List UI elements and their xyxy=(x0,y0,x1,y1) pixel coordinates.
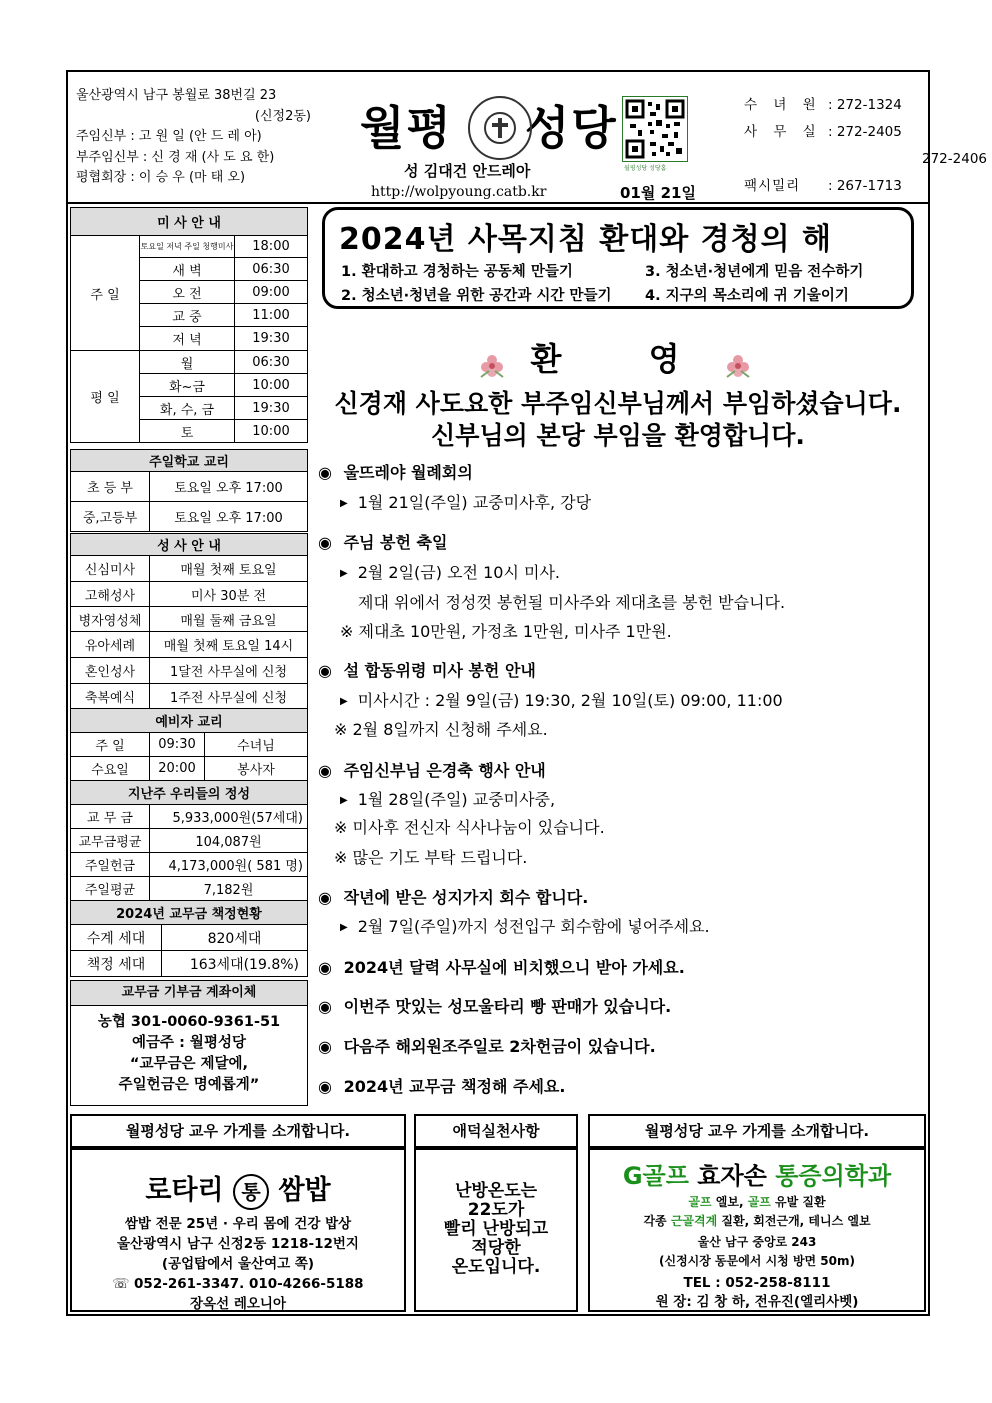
contact-value: 272-2406 xyxy=(922,151,987,167)
transfer-holder: 예금주 : 월평성당 xyxy=(132,1035,246,1051)
flower-icon xyxy=(723,351,753,381)
dues-name: 책정 세대 xyxy=(71,951,162,977)
address-line2: (신정2동) xyxy=(254,108,311,124)
sacrament-value: 매월 첫째 토요일 xyxy=(150,556,308,582)
welcome-word: 환 영 xyxy=(530,340,718,378)
notice-marker-icon: ◉ xyxy=(318,761,332,780)
theme-goal: 1. 환대하고 경청하는 공동체 만들기 xyxy=(341,264,573,280)
mass-time: 19:30 xyxy=(235,397,308,420)
notice-line: ※ 많은 기도 부탁 드립니다. xyxy=(334,848,528,867)
transfer-quote2: 주일헌금은 명예롭게” xyxy=(118,1077,260,1093)
mass-time: 10:00 xyxy=(235,374,308,397)
triangle-icon: ▶ xyxy=(340,696,348,707)
church-url[interactable]: http://wolpyoung.catb.kr xyxy=(371,184,547,200)
notice-line: ※ 미사후 전신자 식사나눔이 있습니다. xyxy=(334,818,605,837)
mass-time: 10:00 xyxy=(235,420,308,443)
sacrament-name: 신심미사 xyxy=(71,556,150,582)
charity-line: 적당한 xyxy=(471,1238,521,1258)
welcome-heading xyxy=(330,334,900,381)
catechumen-time: 09:30 xyxy=(150,733,205,757)
sunday-school-table xyxy=(70,449,308,532)
sunday-school-title: 주일학교 교리 xyxy=(71,450,308,472)
qr-code-icon[interactable] xyxy=(622,96,688,162)
mass-time: 06:30 xyxy=(235,258,308,281)
clinic-line: 원 장: 김 창 하, 전유진(엘리사벳) xyxy=(655,1294,859,1310)
catechumen-table xyxy=(70,708,308,781)
title-right: 성당 xyxy=(524,101,618,155)
offering-value: 104,087원 xyxy=(150,829,308,853)
charity-box xyxy=(414,1148,578,1312)
sacraments-table xyxy=(70,533,308,710)
mass-name: 화, 수, 금 xyxy=(140,397,235,420)
mass-time: 18:00 xyxy=(235,236,308,258)
dues-status-table xyxy=(70,900,308,977)
contact-value: : 272-1324 xyxy=(828,97,902,113)
mass-title: 미 사 안 내 xyxy=(71,208,308,236)
clinic-line: TEL : 052-258-8111 xyxy=(683,1275,831,1291)
sacrament-name: 축복예식 xyxy=(71,684,150,710)
offering-value: 7,182원 xyxy=(150,877,308,901)
theme-goal: 3. 청소년·청년에게 믿음 전수하기 xyxy=(645,264,864,280)
pastor: 주임신부 : 고 원 일 (안 드 레 아) xyxy=(76,129,262,144)
qr-caption: 월평성당 성당홈 xyxy=(624,165,667,172)
notice-title: ◉ 주님 봉헌 축일 xyxy=(318,533,448,552)
mass-name: 교 중 xyxy=(140,304,235,327)
notice-line: 제대 위에서 정성껏 봉헌될 미사주와 제대초를 봉헌 받습니다. xyxy=(358,593,786,612)
sacrament-value: 1주전 사무실에 신청 xyxy=(150,684,308,710)
notice-marker-icon: ◉ xyxy=(318,463,332,482)
notice-line: ▶ 2월 2일(금) 오전 10시 미사. xyxy=(340,563,560,582)
mass-time: 09:00 xyxy=(235,281,308,304)
mass-name: 월 xyxy=(140,351,235,374)
welcome-line1: 신경재 사도요한 부주임신부님께서 부임하셨습니다. xyxy=(334,389,902,418)
shop-line: 쌈밥 전문 25년 · 우리 몸에 건강 밥상 xyxy=(124,1215,352,1232)
flower-icon xyxy=(477,351,507,381)
catechumen-day: 주 일 xyxy=(71,733,150,757)
transfer-account: 농협 301-0060-9361-51 xyxy=(97,1014,281,1030)
assistant-pastor: 부주임신부 : 신 경 재 (사 도 요 한) xyxy=(76,149,275,165)
notice-title: ◉ 2024년 교무금 책정해 주세요. xyxy=(318,1077,566,1096)
notice-marker-icon: ◉ xyxy=(318,1077,332,1096)
church-patron: 성 김대건 안드레아 xyxy=(404,162,531,180)
triangle-icon: ▶ xyxy=(340,498,348,509)
theme-title: 2024년 사목지침 환대와 경청의 해 xyxy=(339,222,833,257)
shop-line: 울산광역시 남구 신정2동 1218-12번지 xyxy=(117,1235,359,1252)
left-shop-header: 월평성당 교우 가게를 소개합니다. xyxy=(70,1114,406,1148)
clinic-line: (신정시장 동문에서 시청 방면 50m) xyxy=(659,1254,855,1268)
notice-title: ◉ 이번주 맛있는 성모울타리 빵 판매가 있습니다. xyxy=(318,997,672,1016)
sacrament-name: 유아세례 xyxy=(71,632,150,658)
transfer-quote1: “교무금은 제달에, xyxy=(129,1056,249,1072)
offering-name: 주일헌금 xyxy=(71,853,150,877)
title-left: 월평 xyxy=(360,101,453,155)
shop-name: 로타리 통 쌈밥 xyxy=(72,1168,404,1210)
catechumen-day: 수요일 xyxy=(71,757,150,781)
offering-name: 교 무 금 xyxy=(71,805,150,829)
sacrament-value: 1달전 사무실에 신청 xyxy=(150,658,308,684)
sunday-label: 주 일 xyxy=(71,236,140,351)
mass-name: 저 녁 xyxy=(140,327,235,351)
catechumen-title: 예비자 교리 xyxy=(71,709,308,733)
bulletin-date: 01월 21일 xyxy=(620,184,696,202)
header-divider xyxy=(66,202,930,204)
offering-name: 교무금평균 xyxy=(71,829,150,853)
church-seal-icon xyxy=(468,96,532,160)
sacrament-name: 혼인성사 xyxy=(71,658,150,684)
dues-value: 820세대 xyxy=(162,925,308,951)
clinic-line: 각종 근골격계 질환, 회전근개, 테니스 엘보 xyxy=(643,1214,871,1228)
contact-value: : 267-1713 xyxy=(828,178,902,194)
tong-circle: 통 xyxy=(233,1174,269,1210)
charity-line: 빨리 난방되고 xyxy=(443,1219,549,1239)
theme-goal: 4. 지구의 목소리에 귀 기울이기 xyxy=(645,288,849,304)
sacrament-value: 미사 30분 전 xyxy=(150,582,308,607)
charity-line: 온도입니다. xyxy=(451,1257,541,1277)
contact-label: 사 무 실 xyxy=(744,124,822,140)
mass-name: 새 벽 xyxy=(140,258,235,281)
shop-line: ☏ 052-261-3347. 010-4266-5188 xyxy=(112,1275,364,1292)
charity-line: 22도가 xyxy=(467,1200,525,1220)
notice-line: ▶ 1월 28일(주일) 교중미사중, xyxy=(340,790,556,809)
notice-line: ※ 제대초 10만원, 가정초 1만원, 미사주 1만원. xyxy=(340,622,672,641)
address-line1: 울산광역시 남구 봉월로 38번길 23 xyxy=(76,88,277,103)
welcome-line2: 신부님의 본당 부임을 환영합니다. xyxy=(431,421,805,450)
school-time: 토요일 오후 17:00 xyxy=(150,472,308,502)
pastoral-theme-box xyxy=(322,207,914,309)
mass-name: 토 xyxy=(140,420,235,443)
notice-title: ◉ 2024년 달력 사무실에 비치했으니 받아 가세요. xyxy=(318,958,685,977)
notice-line: ▶ 2월 7일(주일)까지 성전입구 회수함에 넣어주세요. xyxy=(340,917,710,936)
notice-title: ◉ 울뜨레야 월례회의 xyxy=(318,463,473,482)
offering-title: 지난주 우리들의 정성 xyxy=(71,781,308,805)
catechumen-who: 수녀님 xyxy=(205,733,308,757)
contact-table xyxy=(744,92,987,200)
right-shop-header: 월평성당 교우 가게를 소개합니다. xyxy=(588,1114,926,1148)
sacraments-title: 성 사 안 내 xyxy=(71,534,308,556)
notice-marker-icon: ◉ xyxy=(318,958,332,977)
mass-time: 06:30 xyxy=(235,351,308,374)
shop-line: (공업탑에서 울산여고 쪽) xyxy=(161,1255,315,1272)
clinic-line: 울산 남구 중앙로 243 xyxy=(697,1235,817,1249)
charity-line: 난방온도는 xyxy=(454,1181,538,1201)
notice-marker-icon: ◉ xyxy=(318,661,332,680)
charity-header: 애덕실천사항 xyxy=(414,1114,578,1148)
notice-title: ◉ 설 합동위령 미사 봉헌 안내 xyxy=(318,661,536,680)
dues-status-title: 2024년 교무금 책정현황 xyxy=(71,901,308,925)
dues-value: 163세대(19.8%) xyxy=(162,951,308,977)
mass-name: 토요일 저녁 주일 청행미사 xyxy=(140,236,235,258)
mass-name: 화~금 xyxy=(140,374,235,397)
notice-marker-icon: ◉ xyxy=(318,997,332,1016)
catechumen-who: 봉사자 xyxy=(205,757,308,781)
sacrament-name: 병자영성체 xyxy=(71,607,150,632)
school-name: 초 등 부 xyxy=(71,472,150,502)
notice-marker-icon: ◉ xyxy=(318,1037,332,1056)
shop-line: 장옥선 레오니아 xyxy=(190,1295,286,1312)
clinic-line: 골프 엘보, 골프 유발 질환 xyxy=(688,1195,826,1209)
dues-name: 수계 세대 xyxy=(71,925,162,951)
school-name: 중,고등부 xyxy=(71,502,150,532)
mass-name: 오 전 xyxy=(140,281,235,304)
mass-time: 19:30 xyxy=(235,327,308,351)
offering-table xyxy=(70,780,308,901)
sacrament-value: 매월 둘째 금요일 xyxy=(150,607,308,632)
notice-line: ▶ 미사시간 : 2월 9일(금) 19:30, 2월 10일(토) 09:00, 11:00 xyxy=(340,691,783,710)
left-shop-box xyxy=(70,1148,406,1312)
sacrament-value: 매월 첫째 토요일 14시 xyxy=(150,632,308,658)
contact-label: 수 녀 원 xyxy=(744,97,822,113)
catechumen-time: 20:00 xyxy=(150,757,205,781)
triangle-icon: ▶ xyxy=(340,568,348,579)
notice-line: ※ 2월 8일까지 신청해 주세요. xyxy=(334,720,548,739)
mass-time: 11:00 xyxy=(235,304,308,327)
notice-title: ◉ 작년에 받은 성지가지 회수 합니다. xyxy=(318,888,589,907)
offering-name: 주일평균 xyxy=(71,877,150,901)
contact-label: 팩시밀리 xyxy=(744,178,801,194)
mass-schedule-table xyxy=(70,207,308,443)
contact-label xyxy=(744,146,826,173)
notice-marker-icon: ◉ xyxy=(318,888,332,907)
offering-value: 4,173,000원( 581 명) xyxy=(150,853,308,877)
weekday-label: 평 일 xyxy=(71,351,140,443)
notice-title: ◉ 주임신부님 은경축 행사 안내 xyxy=(318,761,546,780)
school-time: 토요일 오후 17:00 xyxy=(150,502,308,532)
triangle-icon: ▶ xyxy=(340,795,348,806)
notice-marker-icon: ◉ xyxy=(318,533,332,552)
offering-value: 5,933,000원(57세대) xyxy=(150,805,308,829)
right-shop-box xyxy=(588,1148,926,1312)
clinic-name: G골프 효자손 통증의학과 xyxy=(622,1162,892,1190)
triangle-icon: ▶ xyxy=(340,922,348,933)
theme-goal: 2. 청소년·청년을 위한 공간과 시간 만들기 xyxy=(341,288,612,304)
sacrament-name: 고해성사 xyxy=(71,582,150,607)
notice-title: ◉ 다음주 해외원조주일로 2차헌금이 있습니다. xyxy=(318,1037,656,1056)
transfer-title: 교무금 기부금 계좌이체 xyxy=(70,980,308,1006)
transfer-box xyxy=(70,1006,308,1106)
council-president: 평협회장 : 이 승 우 (마 태 오) xyxy=(76,170,246,185)
header-info xyxy=(76,86,311,189)
notice-line: ▶ 1월 21일(주일) 교중미사후, 강당 xyxy=(340,493,592,512)
contact-value: : 272-2405 xyxy=(828,124,902,140)
